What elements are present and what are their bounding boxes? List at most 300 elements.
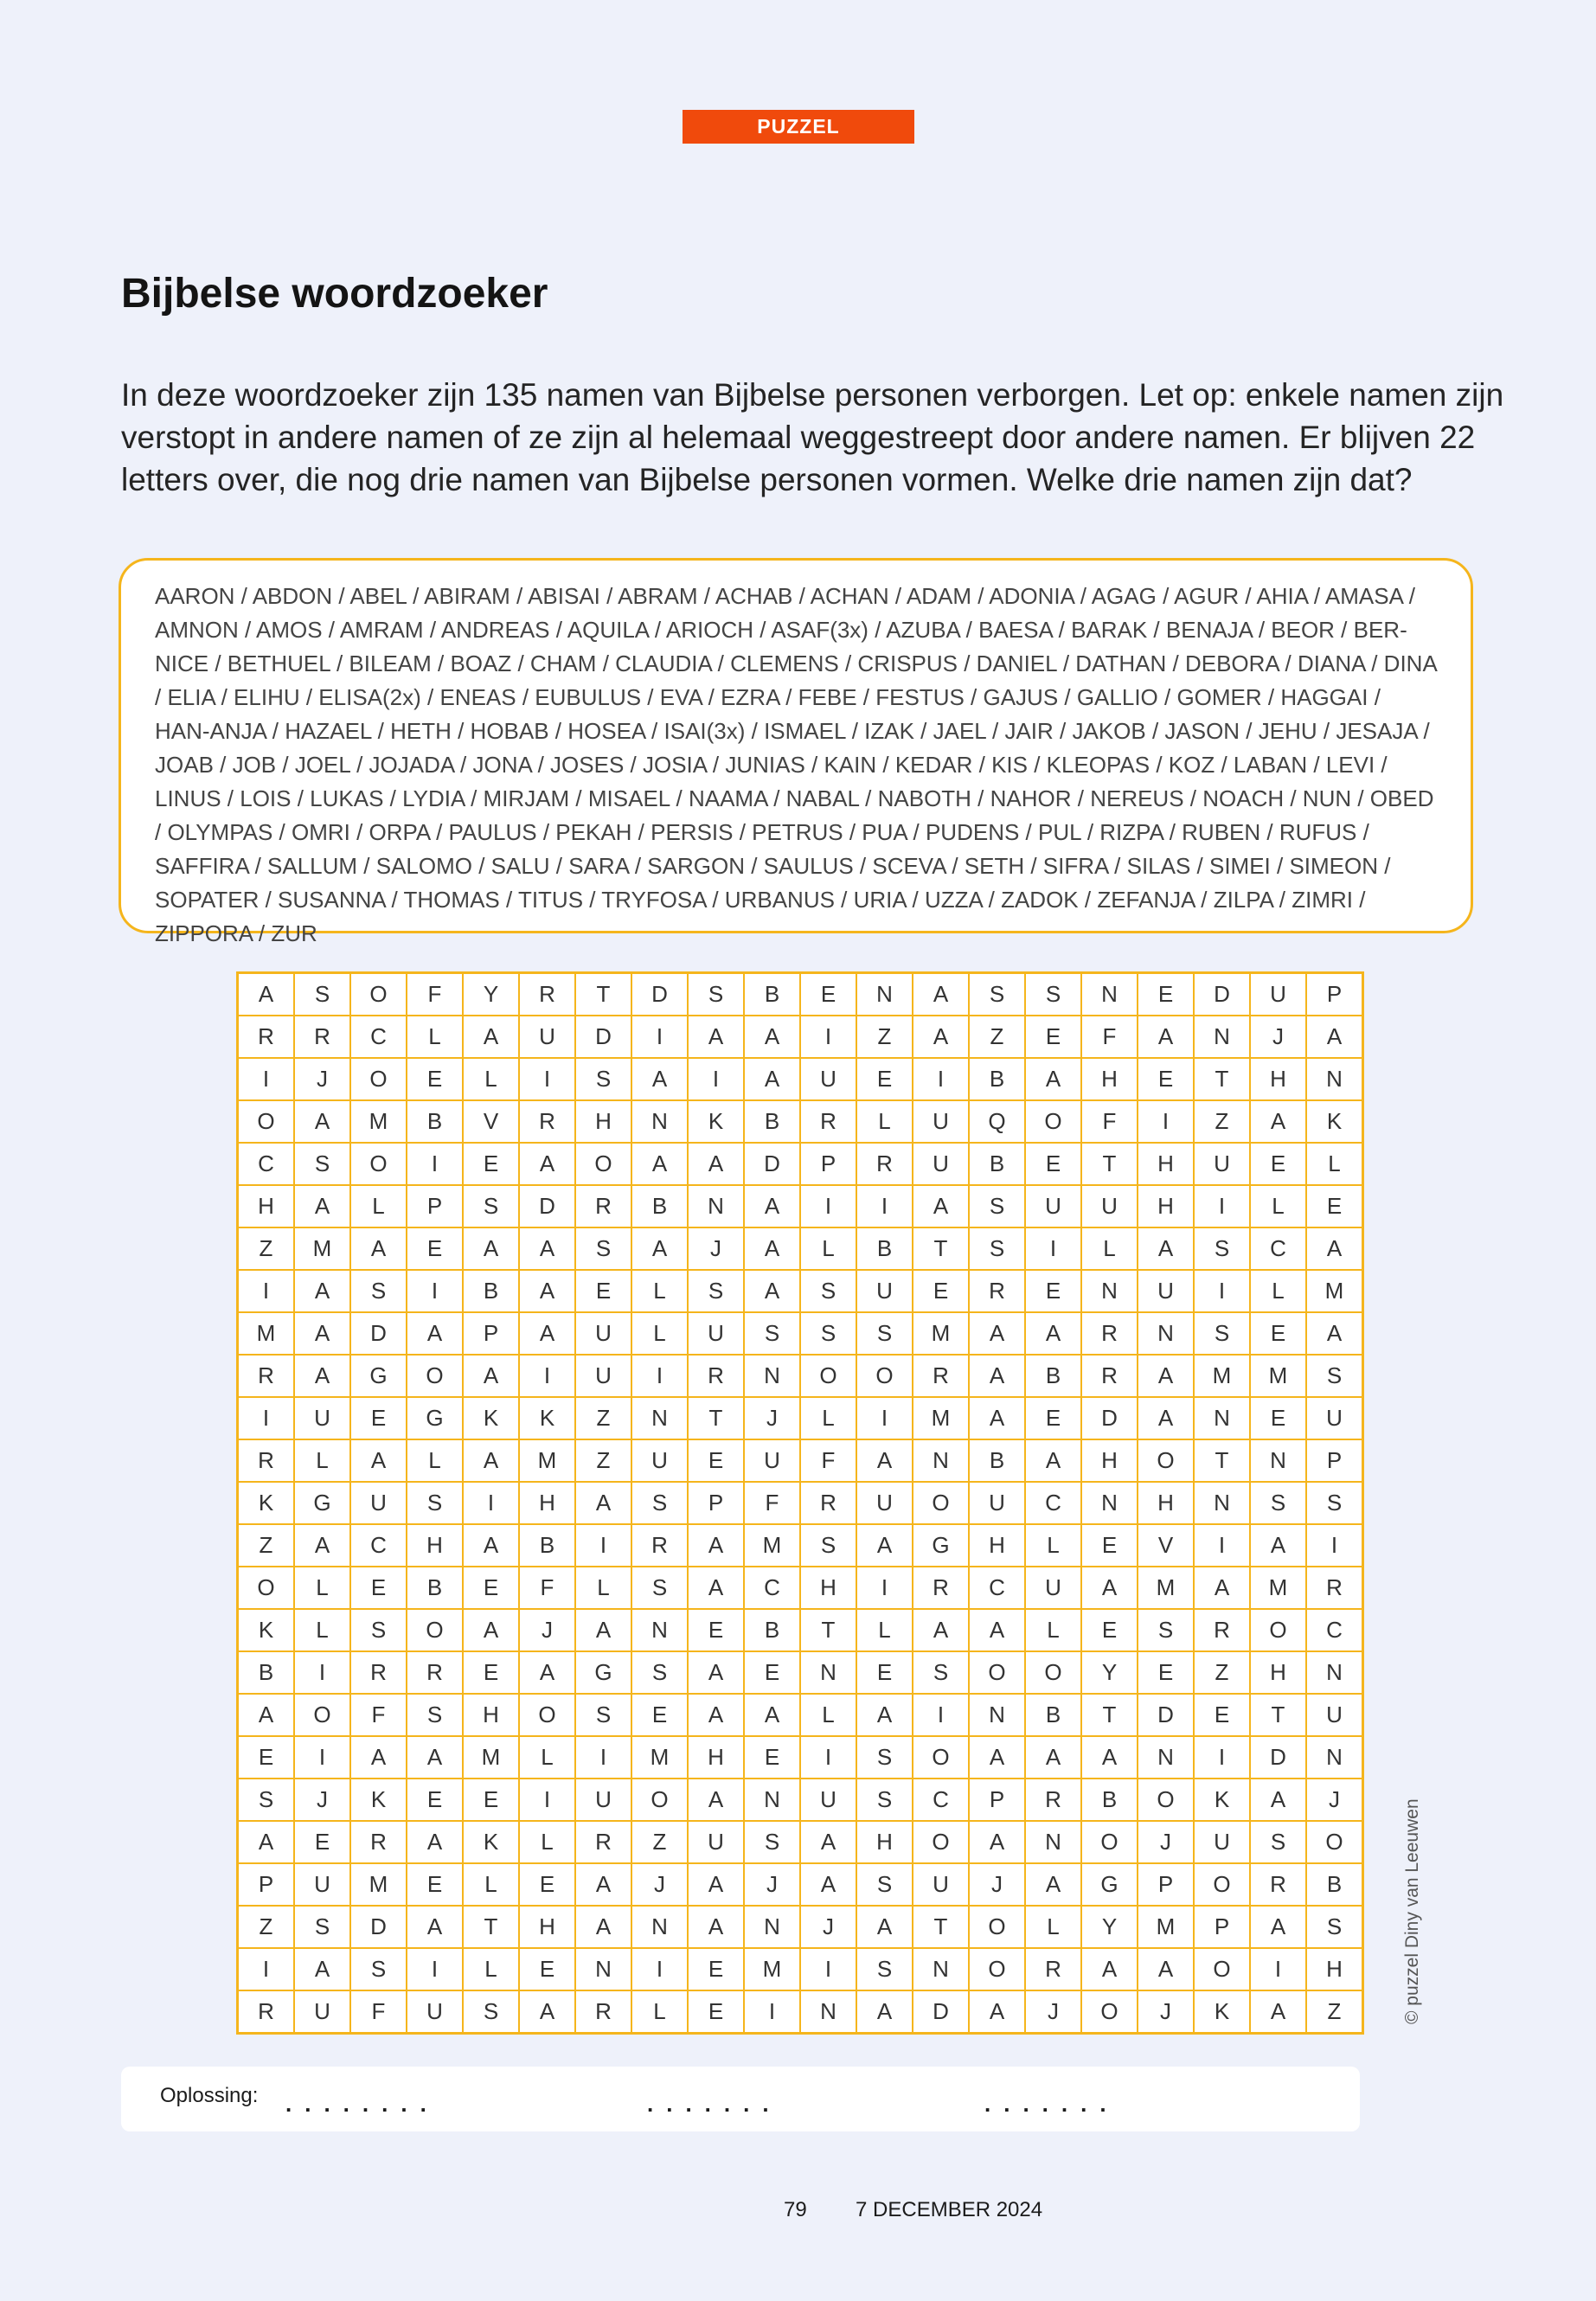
grid-cell[interactable]: U — [631, 1439, 688, 1482]
grid-cell[interactable]: P — [407, 1185, 463, 1227]
grid-cell[interactable]: S — [1306, 1482, 1363, 1524]
grid-cell[interactable]: A — [407, 1736, 463, 1779]
grid-cell[interactable]: E — [800, 973, 856, 1016]
grid-cell[interactable]: O — [407, 1355, 463, 1397]
grid-cell[interactable]: A — [913, 1016, 969, 1058]
grid-cell[interactable]: N — [1194, 1397, 1250, 1439]
grid-cell[interactable]: J — [519, 1609, 575, 1651]
grid-cell[interactable]: U — [856, 1482, 913, 1524]
grid-cell[interactable]: I — [856, 1185, 913, 1227]
grid-cell[interactable]: I — [1194, 1270, 1250, 1312]
grid-cell[interactable]: U — [1306, 1397, 1363, 1439]
grid-cell[interactable]: A — [407, 1312, 463, 1355]
grid-cell[interactable]: H — [856, 1821, 913, 1863]
grid-cell[interactable]: S — [856, 1779, 913, 1821]
grid-cell[interactable]: A — [1138, 1016, 1194, 1058]
grid-cell[interactable]: A — [463, 1227, 519, 1270]
grid-cell[interactable]: N — [631, 1100, 688, 1143]
grid-cell[interactable]: E — [1081, 1524, 1138, 1567]
grid-cell[interactable]: U — [1194, 1143, 1250, 1185]
grid-cell[interactable]: O — [1081, 1821, 1138, 1863]
grid-cell[interactable]: E — [1306, 1185, 1363, 1227]
grid-cell[interactable]: G — [350, 1355, 407, 1397]
grid-cell[interactable]: Z — [238, 1524, 295, 1567]
grid-cell[interactable]: Z — [575, 1439, 631, 1482]
grid-cell[interactable]: E — [1194, 1694, 1250, 1736]
grid-cell[interactable]: P — [1138, 1863, 1194, 1906]
grid-cell[interactable]: O — [238, 1100, 295, 1143]
grid-cell[interactable]: E — [688, 1948, 744, 1990]
grid-cell[interactable]: A — [913, 1609, 969, 1651]
grid-cell[interactable]: A — [744, 1058, 800, 1100]
grid-cell[interactable]: L — [294, 1439, 350, 1482]
grid-cell[interactable]: B — [1025, 1694, 1081, 1736]
grid-cell[interactable]: D — [1194, 973, 1250, 1016]
grid-cell[interactable]: S — [631, 1651, 688, 1694]
grid-cell[interactable]: N — [744, 1779, 800, 1821]
grid-cell[interactable]: E — [463, 1651, 519, 1694]
grid-cell[interactable]: O — [969, 1906, 1025, 1948]
grid-cell[interactable]: B — [969, 1143, 1025, 1185]
grid-cell[interactable]: T — [1250, 1694, 1306, 1736]
grid-cell[interactable]: N — [913, 1948, 969, 1990]
grid-cell[interactable]: S — [688, 1270, 744, 1312]
grid-cell[interactable]: O — [407, 1609, 463, 1651]
grid-cell[interactable]: S — [800, 1270, 856, 1312]
grid-cell[interactable]: I — [1306, 1524, 1363, 1567]
grid-cell[interactable]: T — [913, 1227, 969, 1270]
grid-cell[interactable]: A — [688, 1524, 744, 1567]
grid-cell[interactable]: O — [350, 1058, 407, 1100]
grid-cell[interactable]: F — [744, 1482, 800, 1524]
grid-cell[interactable]: A — [1138, 1397, 1194, 1439]
solution-blank-3[interactable]: ....... — [984, 2091, 1119, 2117]
grid-cell[interactable]: M — [744, 1524, 800, 1567]
grid-cell[interactable]: S — [969, 1227, 1025, 1270]
grid-cell[interactable]: M — [350, 1100, 407, 1143]
grid-cell[interactable]: S — [1194, 1227, 1250, 1270]
grid-cell[interactable]: E — [1250, 1312, 1306, 1355]
grid-cell[interactable]: A — [688, 1143, 744, 1185]
grid-cell[interactable]: H — [1138, 1143, 1194, 1185]
grid-cell[interactable]: O — [350, 973, 407, 1016]
grid-cell[interactable]: A — [463, 1524, 519, 1567]
grid-cell[interactable]: E — [744, 1736, 800, 1779]
grid-cell[interactable]: J — [1138, 1821, 1194, 1863]
grid-cell[interactable]: A — [913, 973, 969, 1016]
grid-cell[interactable]: O — [350, 1143, 407, 1185]
grid-cell[interactable]: A — [350, 1736, 407, 1779]
grid-cell[interactable]: B — [969, 1439, 1025, 1482]
grid-cell[interactable]: Z — [1194, 1651, 1250, 1694]
grid-cell[interactable]: I — [688, 1058, 744, 1100]
grid-cell[interactable]: A — [238, 1821, 295, 1863]
grid-cell[interactable]: J — [744, 1863, 800, 1906]
grid-cell[interactable]: R — [238, 1990, 295, 2034]
grid-cell[interactable]: R — [1081, 1355, 1138, 1397]
grid-cell[interactable]: E — [1025, 1016, 1081, 1058]
grid-cell[interactable]: E — [1138, 973, 1194, 1016]
grid-cell[interactable]: A — [1194, 1567, 1250, 1609]
grid-cell[interactable]: T — [800, 1609, 856, 1651]
grid-cell[interactable]: O — [575, 1143, 631, 1185]
grid-cell[interactable]: M — [350, 1863, 407, 1906]
grid-cell[interactable]: T — [1194, 1439, 1250, 1482]
grid-cell[interactable]: A — [1025, 1439, 1081, 1482]
grid-cell[interactable]: L — [294, 1567, 350, 1609]
grid-cell[interactable]: H — [463, 1694, 519, 1736]
grid-cell[interactable]: T — [913, 1906, 969, 1948]
grid-cell[interactable]: U — [1250, 973, 1306, 1016]
grid-cell[interactable]: O — [913, 1482, 969, 1524]
grid-cell[interactable]: A — [1025, 1863, 1081, 1906]
grid-cell[interactable]: A — [969, 1312, 1025, 1355]
grid-cell[interactable]: U — [913, 1143, 969, 1185]
grid-cell[interactable]: A — [294, 1312, 350, 1355]
grid-cell[interactable]: O — [1250, 1609, 1306, 1651]
grid-cell[interactable]: L — [631, 1312, 688, 1355]
grid-cell[interactable]: A — [1306, 1227, 1363, 1270]
grid-cell[interactable]: E — [1025, 1270, 1081, 1312]
grid-cell[interactable]: U — [575, 1779, 631, 1821]
grid-cell[interactable]: I — [1138, 1100, 1194, 1143]
grid-cell[interactable]: S — [463, 1185, 519, 1227]
grid-cell[interactable]: D — [1138, 1694, 1194, 1736]
grid-cell[interactable]: D — [350, 1906, 407, 1948]
grid-cell[interactable]: D — [350, 1312, 407, 1355]
grid-cell[interactable]: Y — [1081, 1651, 1138, 1694]
grid-cell[interactable]: I — [575, 1524, 631, 1567]
grid-cell[interactable]: O — [913, 1821, 969, 1863]
grid-cell[interactable]: D — [1250, 1736, 1306, 1779]
grid-cell[interactable]: A — [631, 1143, 688, 1185]
grid-cell[interactable]: A — [519, 1143, 575, 1185]
grid-cell[interactable]: S — [1250, 1482, 1306, 1524]
grid-cell[interactable]: U — [1138, 1270, 1194, 1312]
grid-cell[interactable]: O — [238, 1567, 295, 1609]
grid-cell[interactable]: R — [575, 1990, 631, 2034]
grid-cell[interactable]: S — [856, 1948, 913, 1990]
grid-cell[interactable]: A — [688, 1906, 744, 1948]
grid-cell[interactable]: R — [238, 1355, 295, 1397]
grid-cell[interactable]: G — [294, 1482, 350, 1524]
grid-cell[interactable]: A — [350, 1227, 407, 1270]
grid-cell[interactable]: A — [688, 1779, 744, 1821]
grid-cell[interactable]: E — [856, 1651, 913, 1694]
grid-cell[interactable]: G — [913, 1524, 969, 1567]
grid-cell[interactable]: I — [519, 1355, 575, 1397]
grid-cell[interactable]: F — [1081, 1100, 1138, 1143]
grid-cell[interactable]: P — [969, 1779, 1025, 1821]
grid-cell[interactable]: J — [800, 1906, 856, 1948]
grid-cell[interactable]: A — [1025, 1312, 1081, 1355]
grid-cell[interactable]: N — [631, 1397, 688, 1439]
grid-cell[interactable]: E — [407, 1863, 463, 1906]
grid-cell[interactable]: A — [969, 1609, 1025, 1651]
grid-cell[interactable]: R — [913, 1567, 969, 1609]
grid-cell[interactable]: E — [519, 1863, 575, 1906]
grid-cell[interactable]: L — [800, 1227, 856, 1270]
grid-cell[interactable]: M — [294, 1227, 350, 1270]
grid-cell[interactable]: K — [463, 1821, 519, 1863]
grid-cell[interactable]: S — [407, 1694, 463, 1736]
grid-cell[interactable]: I — [1194, 1185, 1250, 1227]
grid-cell[interactable]: P — [1306, 973, 1363, 1016]
grid-cell[interactable]: O — [1194, 1863, 1250, 1906]
grid-cell[interactable]: A — [800, 1863, 856, 1906]
grid-cell[interactable]: H — [969, 1524, 1025, 1567]
grid-cell[interactable]: O — [1081, 1990, 1138, 2034]
grid-cell[interactable]: F — [1081, 1016, 1138, 1058]
grid-cell[interactable]: U — [1194, 1821, 1250, 1863]
grid-cell[interactable]: L — [1025, 1524, 1081, 1567]
grid-cell[interactable]: M — [463, 1736, 519, 1779]
grid-cell[interactable]: Z — [238, 1227, 295, 1270]
grid-cell[interactable]: A — [519, 1990, 575, 2034]
grid-cell[interactable]: Y — [463, 973, 519, 1016]
grid-cell[interactable]: R — [575, 1821, 631, 1863]
grid-cell[interactable]: A — [463, 1439, 519, 1482]
grid-cell[interactable]: N — [1025, 1821, 1081, 1863]
grid-cell[interactable]: A — [407, 1821, 463, 1863]
grid-cell[interactable]: E — [1081, 1609, 1138, 1651]
grid-cell[interactable]: N — [913, 1439, 969, 1482]
grid-cell[interactable]: S — [913, 1651, 969, 1694]
grid-cell[interactable]: A — [238, 973, 295, 1016]
grid-cell[interactable]: A — [575, 1609, 631, 1651]
grid-cell[interactable]: F — [350, 1694, 407, 1736]
grid-cell[interactable]: R — [407, 1651, 463, 1694]
grid-cell[interactable]: O — [631, 1779, 688, 1821]
grid-cell[interactable]: T — [1081, 1694, 1138, 1736]
grid-cell[interactable]: U — [519, 1016, 575, 1058]
grid-cell[interactable]: R — [1194, 1609, 1250, 1651]
grid-cell[interactable]: R — [856, 1143, 913, 1185]
grid-cell[interactable]: N — [1250, 1439, 1306, 1482]
grid-cell[interactable]: O — [856, 1355, 913, 1397]
grid-cell[interactable]: N — [631, 1906, 688, 1948]
grid-cell[interactable]: E — [744, 1651, 800, 1694]
grid-cell[interactable]: A — [1025, 1736, 1081, 1779]
grid-cell[interactable]: Z — [856, 1016, 913, 1058]
grid-cell[interactable]: U — [800, 1779, 856, 1821]
grid-cell[interactable]: I — [800, 1948, 856, 1990]
grid-cell[interactable]: A — [969, 1821, 1025, 1863]
grid-cell[interactable]: C — [1025, 1482, 1081, 1524]
grid-cell[interactable]: K — [238, 1482, 295, 1524]
grid-cell[interactable]: I — [744, 1990, 800, 2034]
grid-cell[interactable]: R — [575, 1185, 631, 1227]
grid-cell[interactable]: S — [800, 1312, 856, 1355]
grid-cell[interactable]: T — [688, 1397, 744, 1439]
grid-cell[interactable]: T — [463, 1906, 519, 1948]
grid-cell[interactable]: L — [631, 1990, 688, 2034]
grid-cell[interactable]: B — [744, 1100, 800, 1143]
grid-cell[interactable]: L — [350, 1185, 407, 1227]
grid-cell[interactable]: S — [631, 1482, 688, 1524]
grid-cell[interactable]: K — [1194, 1990, 1250, 2034]
grid-cell[interactable]: O — [800, 1355, 856, 1397]
grid-cell[interactable]: N — [575, 1948, 631, 1990]
grid-cell[interactable]: S — [575, 1058, 631, 1100]
grid-cell[interactable]: A — [575, 1863, 631, 1906]
grid-cell[interactable]: C — [913, 1779, 969, 1821]
grid-cell[interactable]: G — [1081, 1863, 1138, 1906]
grid-cell[interactable]: J — [631, 1863, 688, 1906]
grid-cell[interactable]: J — [688, 1227, 744, 1270]
grid-cell[interactable]: C — [1306, 1609, 1363, 1651]
grid-cell[interactable]: R — [294, 1016, 350, 1058]
grid-cell[interactable]: A — [744, 1185, 800, 1227]
grid-cell[interactable]: A — [519, 1651, 575, 1694]
grid-cell[interactable]: O — [519, 1694, 575, 1736]
grid-cell[interactable]: N — [1081, 1270, 1138, 1312]
grid-cell[interactable]: S — [800, 1524, 856, 1567]
grid-cell[interactable]: M — [1306, 1270, 1363, 1312]
grid-cell[interactable]: U — [1306, 1694, 1363, 1736]
grid-cell[interactable]: E — [350, 1397, 407, 1439]
grid-cell[interactable]: J — [1306, 1779, 1363, 1821]
grid-cell[interactable]: O — [1025, 1100, 1081, 1143]
grid-cell[interactable]: A — [1250, 1906, 1306, 1948]
grid-cell[interactable]: H — [800, 1567, 856, 1609]
grid-cell[interactable]: L — [800, 1694, 856, 1736]
grid-cell[interactable]: O — [913, 1736, 969, 1779]
grid-cell[interactable]: H — [238, 1185, 295, 1227]
grid-cell[interactable]: Y — [1081, 1906, 1138, 1948]
grid-cell[interactable]: S — [744, 1312, 800, 1355]
grid-cell[interactable]: A — [1138, 1948, 1194, 1990]
grid-cell[interactable]: A — [463, 1609, 519, 1651]
grid-cell[interactable]: G — [575, 1651, 631, 1694]
grid-cell[interactable]: R — [350, 1821, 407, 1863]
grid-cell[interactable]: M — [913, 1397, 969, 1439]
grid-cell[interactable]: P — [1306, 1439, 1363, 1482]
grid-cell[interactable]: E — [463, 1143, 519, 1185]
grid-cell[interactable]: Z — [1194, 1100, 1250, 1143]
grid-cell[interactable]: C — [350, 1016, 407, 1058]
grid-cell[interactable]: D — [519, 1185, 575, 1227]
grid-cell[interactable]: O — [1306, 1821, 1363, 1863]
grid-cell[interactable]: S — [294, 1906, 350, 1948]
grid-cell[interactable]: A — [575, 1482, 631, 1524]
grid-cell[interactable]: L — [1250, 1270, 1306, 1312]
grid-cell[interactable]: E — [407, 1058, 463, 1100]
grid-cell[interactable]: I — [294, 1736, 350, 1779]
grid-cell[interactable]: O — [969, 1948, 1025, 1990]
grid-cell[interactable]: I — [519, 1779, 575, 1821]
grid-cell[interactable]: F — [519, 1567, 575, 1609]
grid-cell[interactable]: I — [856, 1567, 913, 1609]
grid-cell[interactable]: L — [294, 1609, 350, 1651]
grid-cell[interactable]: U — [294, 1863, 350, 1906]
grid-cell[interactable]: I — [294, 1651, 350, 1694]
grid-cell[interactable]: T — [1194, 1058, 1250, 1100]
grid-cell[interactable]: H — [1250, 1651, 1306, 1694]
grid-cell[interactable]: N — [744, 1906, 800, 1948]
grid-cell[interactable]: A — [519, 1270, 575, 1312]
grid-cell[interactable]: I — [800, 1736, 856, 1779]
grid-cell[interactable]: H — [1138, 1185, 1194, 1227]
grid-cell[interactable]: J — [744, 1397, 800, 1439]
grid-cell[interactable]: I — [463, 1482, 519, 1524]
grid-cell[interactable]: B — [631, 1185, 688, 1227]
grid-cell[interactable]: A — [1025, 1058, 1081, 1100]
grid-cell[interactable]: J — [969, 1863, 1025, 1906]
grid-cell[interactable]: Z — [969, 1016, 1025, 1058]
grid-cell[interactable]: O — [1138, 1779, 1194, 1821]
grid-cell[interactable]: S — [856, 1312, 913, 1355]
grid-cell[interactable]: L — [631, 1270, 688, 1312]
grid-cell[interactable]: P — [800, 1143, 856, 1185]
grid-cell[interactable]: A — [744, 1016, 800, 1058]
grid-cell[interactable]: C — [744, 1567, 800, 1609]
grid-cell[interactable]: E — [631, 1694, 688, 1736]
grid-cell[interactable]: S — [969, 1185, 1025, 1227]
grid-cell[interactable]: E — [575, 1270, 631, 1312]
grid-cell[interactable]: P — [1194, 1906, 1250, 1948]
grid-cell[interactable]: O — [294, 1694, 350, 1736]
grid-cell[interactable]: H — [1250, 1058, 1306, 1100]
grid-cell[interactable]: E — [1138, 1651, 1194, 1694]
grid-cell[interactable]: M — [519, 1439, 575, 1482]
grid-cell[interactable]: I — [238, 1948, 295, 1990]
grid-cell[interactable]: K — [1306, 1100, 1363, 1143]
grid-cell[interactable]: Q — [969, 1100, 1025, 1143]
grid-cell[interactable]: N — [744, 1355, 800, 1397]
grid-cell[interactable]: S — [463, 1990, 519, 2034]
grid-cell[interactable]: S — [575, 1227, 631, 1270]
grid-cell[interactable]: K — [688, 1100, 744, 1143]
grid-cell[interactable]: E — [407, 1779, 463, 1821]
grid-cell[interactable]: R — [631, 1524, 688, 1567]
grid-cell[interactable]: A — [969, 1736, 1025, 1779]
grid-cell[interactable]: K — [463, 1397, 519, 1439]
grid-cell[interactable]: R — [1025, 1779, 1081, 1821]
grid-cell[interactable]: M — [913, 1312, 969, 1355]
grid-cell[interactable]: V — [1138, 1524, 1194, 1567]
grid-cell[interactable]: H — [1081, 1439, 1138, 1482]
grid-cell[interactable]: R — [519, 973, 575, 1016]
grid-cell[interactable]: A — [575, 1906, 631, 1948]
grid-cell[interactable]: B — [856, 1227, 913, 1270]
grid-cell[interactable]: E — [350, 1567, 407, 1609]
grid-cell[interactable]: R — [1306, 1567, 1363, 1609]
grid-cell[interactable]: U — [856, 1270, 913, 1312]
grid-cell[interactable]: B — [407, 1567, 463, 1609]
grid-cell[interactable]: A — [463, 1016, 519, 1058]
grid-cell[interactable]: R — [519, 1100, 575, 1143]
grid-cell[interactable]: N — [1138, 1736, 1194, 1779]
grid-cell[interactable]: E — [688, 1439, 744, 1482]
grid-cell[interactable]: S — [1025, 973, 1081, 1016]
grid-cell[interactable]: P — [688, 1482, 744, 1524]
grid-cell[interactable]: L — [463, 1058, 519, 1100]
grid-cell[interactable]: U — [575, 1355, 631, 1397]
grid-cell[interactable]: J — [1138, 1990, 1194, 2034]
grid-cell[interactable]: J — [294, 1058, 350, 1100]
grid-cell[interactable]: C — [238, 1143, 295, 1185]
grid-cell[interactable]: Z — [575, 1397, 631, 1439]
grid-cell[interactable]: I — [519, 1058, 575, 1100]
grid-cell[interactable]: M — [1250, 1355, 1306, 1397]
grid-cell[interactable]: G — [407, 1397, 463, 1439]
grid-cell[interactable]: A — [1250, 1779, 1306, 1821]
grid-cell[interactable]: S — [631, 1567, 688, 1609]
grid-cell[interactable]: A — [294, 1948, 350, 1990]
grid-cell[interactable]: A — [1138, 1355, 1194, 1397]
grid-cell[interactable]: S — [1306, 1355, 1363, 1397]
